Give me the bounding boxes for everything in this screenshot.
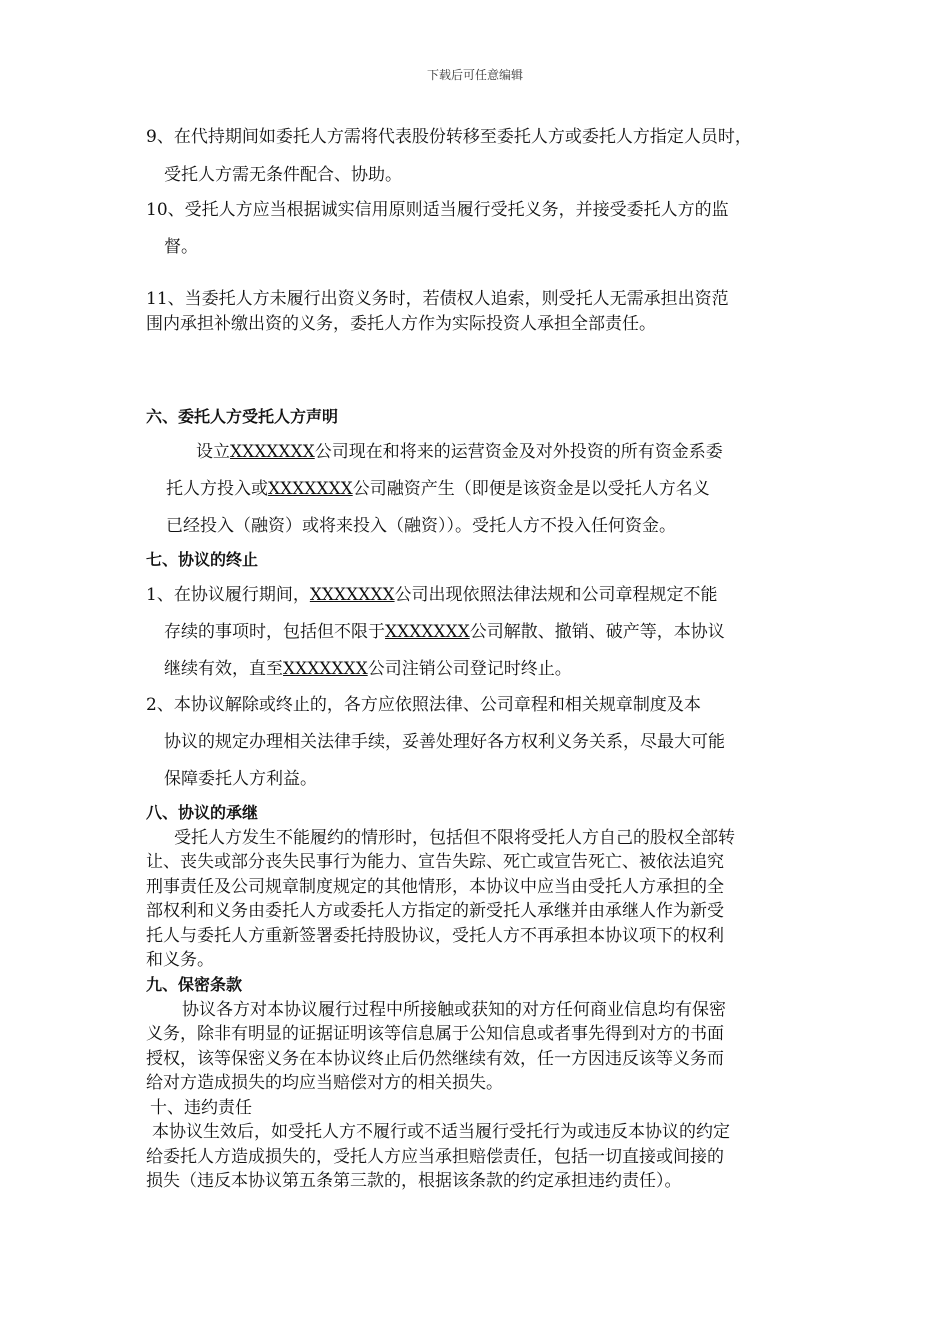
company-placeholder: XXXXXXX [309, 585, 395, 605]
text: 公司现在和将来的运营资金及对外投资的所有资金系委 [314, 442, 723, 462]
section7-title: 七、协议的终止 [146, 550, 259, 569]
section9-line2: 义务，除非有明显的证据证明该等信息属于公知信息或者事先得到对方的书面 [146, 1024, 724, 1044]
text: 存续的事项时，包括但不限于 [164, 622, 385, 642]
section6-line2 [166, 478, 710, 500]
section6-line3: 已经投入（融资）或将来投入（融资））。受托人方不投入任何资金。 [166, 516, 676, 536]
company-placeholder: XXXXXXX [268, 479, 353, 499]
section10-line2: 给委托人方造成损失的，受托人方应当承担赔偿责任，包括一切直接或间接的 [146, 1147, 724, 1167]
section6-title: 六、委托人方受托人方声明 [146, 407, 339, 426]
section7-item2-line1: 2、本协议解除或终止的，各方应依照法律、公司章程和相关规章制度及本 [146, 695, 701, 715]
page-header-note: 下载后可任意编辑 [426, 68, 523, 82]
company-placeholder: XXXXXXX [283, 659, 368, 679]
text: 1、在协议履行期间， [146, 585, 310, 605]
item10-line2: 督。 [164, 237, 198, 257]
section9-line4: 给对方造成损失的均应当赔偿对方的相关损失。 [146, 1073, 503, 1093]
text: 设立 [196, 442, 230, 462]
section7-item2-line3: 保障委托人方利益。 [164, 769, 317, 789]
company-placeholder: XXXXXXX [385, 622, 470, 642]
text: 继续有效，直至 [164, 659, 283, 679]
section8-line2: 让、丧失或部分丧失民事行为能力、宣告失踪、死亡或宣告死亡、被依法追究 [146, 852, 724, 872]
section8-line5: 托人与委托人方重新签署委托持股协议，受托人方不再承担本协议项下的权利 [146, 926, 724, 946]
section10-title: 十、违约责任 [150, 1098, 252, 1118]
section8-title: 八、协议的承继 [146, 803, 259, 822]
item9-line1: 9、在代持期间如委托人方需将代表股份转移至委托人方或委托人方指定人员时， [146, 127, 752, 147]
section10-line3: 损失（违反本协议第五条第三款的，根据该条款的约定承担违约责任）。 [146, 1171, 682, 1191]
item9-line2: 受托人方需无条件配合、协助。 [164, 165, 402, 185]
section9-title: 九、保密条款 [146, 975, 243, 994]
section8-line6: 和义务。 [146, 950, 214, 970]
text: 公司融资产生（即便是该资金是以受托人方名义 [352, 479, 710, 499]
item10-line1: 10、受托人方应当根据诚实信用原则适当履行受托义务，并接受委托人方的监 [146, 200, 729, 220]
text: 公司注销公司登记时终止。 [367, 659, 572, 679]
section7-item2-line2: 协议的规定办理相关法律手续，妥善处理好各方权利义务关系，尽最大可能 [164, 732, 725, 752]
item11-line1: 11、当委托人方未履行出资义务时，若债权人追索，则受托人无需承担出资范 [146, 289, 729, 309]
section7-item1-line2 [164, 621, 725, 643]
section6-line1 [196, 441, 723, 463]
company-placeholder: XXXXXXX [230, 442, 315, 462]
section8-line4: 部权利和义务由委托人方或委托人方指定的新受托人承继并由承继人作为新受 [146, 901, 724, 921]
item11-line2: 围内承担补缴出资的义务，委托人方作为实际投资人承担全部责任。 [146, 314, 656, 334]
section8-line1: 受托人方发生不能履约的情形时，包括但不限将受托人方自己的股权全部转 [174, 828, 735, 848]
section9-line3: 授权，该等保密义务在本协议终止后仍然继续有效，任一方因违反该等义务而 [146, 1049, 724, 1069]
section10-line1: 本协议生效后，如受托人方不履行或不适当履行受托行为或违反本协议的约定 [152, 1122, 730, 1142]
text: 公司解散、撤销、破产等，本协议 [469, 622, 725, 642]
text: 托人方投入或 [166, 479, 268, 499]
text: 公司出现依照法律法规和公司章程规定不能 [394, 585, 718, 605]
section9-line1: 协议各方对本协议履行过程中所接触或获知的对方任何商业信息均有保密 [182, 1000, 726, 1020]
section7-item1-line1 [146, 584, 718, 606]
section8-line3: 刑事责任及公司规章制度规定的其他情形，本协议中应当由受托人方承担的全 [146, 877, 724, 897]
section7-item1-line3 [164, 658, 572, 680]
